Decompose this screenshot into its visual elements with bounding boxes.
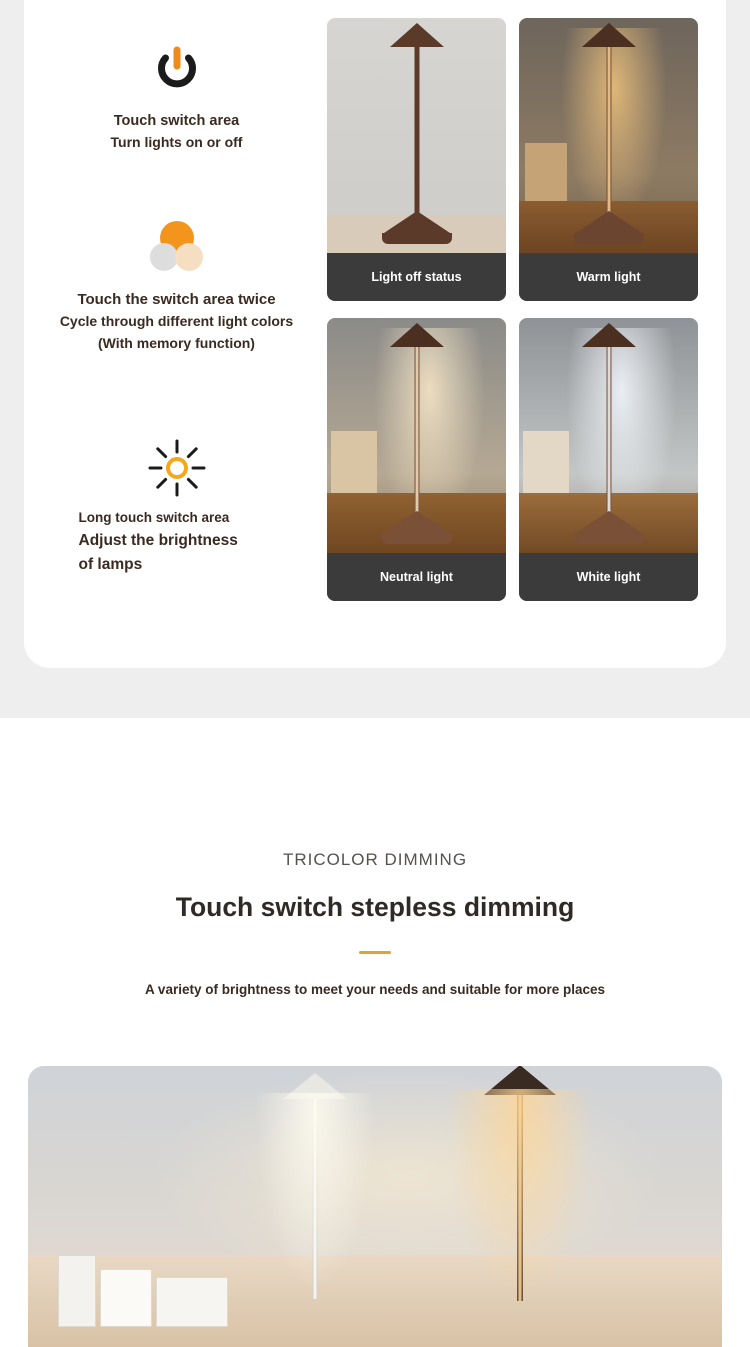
lamp-illustration — [382, 23, 452, 253]
features-text-column — [24, 18, 329, 618]
feature-line-2: Turn lights on or off — [110, 134, 243, 151]
power-button-icon — [24, 40, 329, 100]
photo-neutral-light[interactable] — [327, 318, 506, 601]
photo-caption: Warm light — [519, 253, 698, 301]
photo-caption: Neutral light — [327, 553, 506, 601]
photo-light-off[interactable] — [327, 18, 506, 301]
feature-line-1: Long touch switch area — [78, 510, 230, 525]
feature-text — [57, 508, 297, 577]
hero-lifestyle-photo — [28, 1066, 722, 1347]
section-subtitle: A variety of brightness to meet your needs and suitable for more places — [144, 982, 606, 997]
lamp-illustration-right — [460, 1066, 580, 1303]
features-card — [24, 0, 726, 668]
feature-brightness — [24, 438, 329, 577]
feature-touch-switch — [24, 40, 329, 154]
section-eyebrow: TRICOLOR DIMMING — [282, 850, 468, 869]
feature-text — [24, 288, 329, 355]
feature-line-2: Adjust the brightness — [78, 531, 238, 549]
feature-line-3: of lamps — [78, 555, 143, 573]
feature-line-1: Touch switch area — [113, 113, 240, 129]
lamp-illustration — [382, 323, 452, 553]
lamp-illustration — [574, 323, 644, 553]
feature-line-3: (With memory function) — [98, 334, 255, 351]
photo-white-light[interactable] — [519, 318, 698, 601]
feature-color-cycle — [24, 218, 329, 355]
lamp-illustration — [574, 23, 644, 253]
feature-line-2: Cycle through different light colors — [59, 313, 294, 330]
color-circles-icon — [24, 218, 329, 278]
brightness-sun-icon — [24, 438, 329, 498]
feature-line-1: Touch the switch area twice — [77, 291, 276, 308]
photo-caption: Light off status — [327, 253, 506, 301]
photo-warm-light[interactable] — [519, 18, 698, 301]
section-title: Touch switch stepless dimming — [175, 892, 575, 922]
product-photo-grid — [327, 18, 702, 602]
books-prop — [58, 1235, 233, 1327]
title-divider — [359, 951, 391, 954]
lamp-illustration-left — [260, 1073, 370, 1303]
photo-caption: White light — [519, 553, 698, 601]
feature-text — [24, 110, 329, 154]
